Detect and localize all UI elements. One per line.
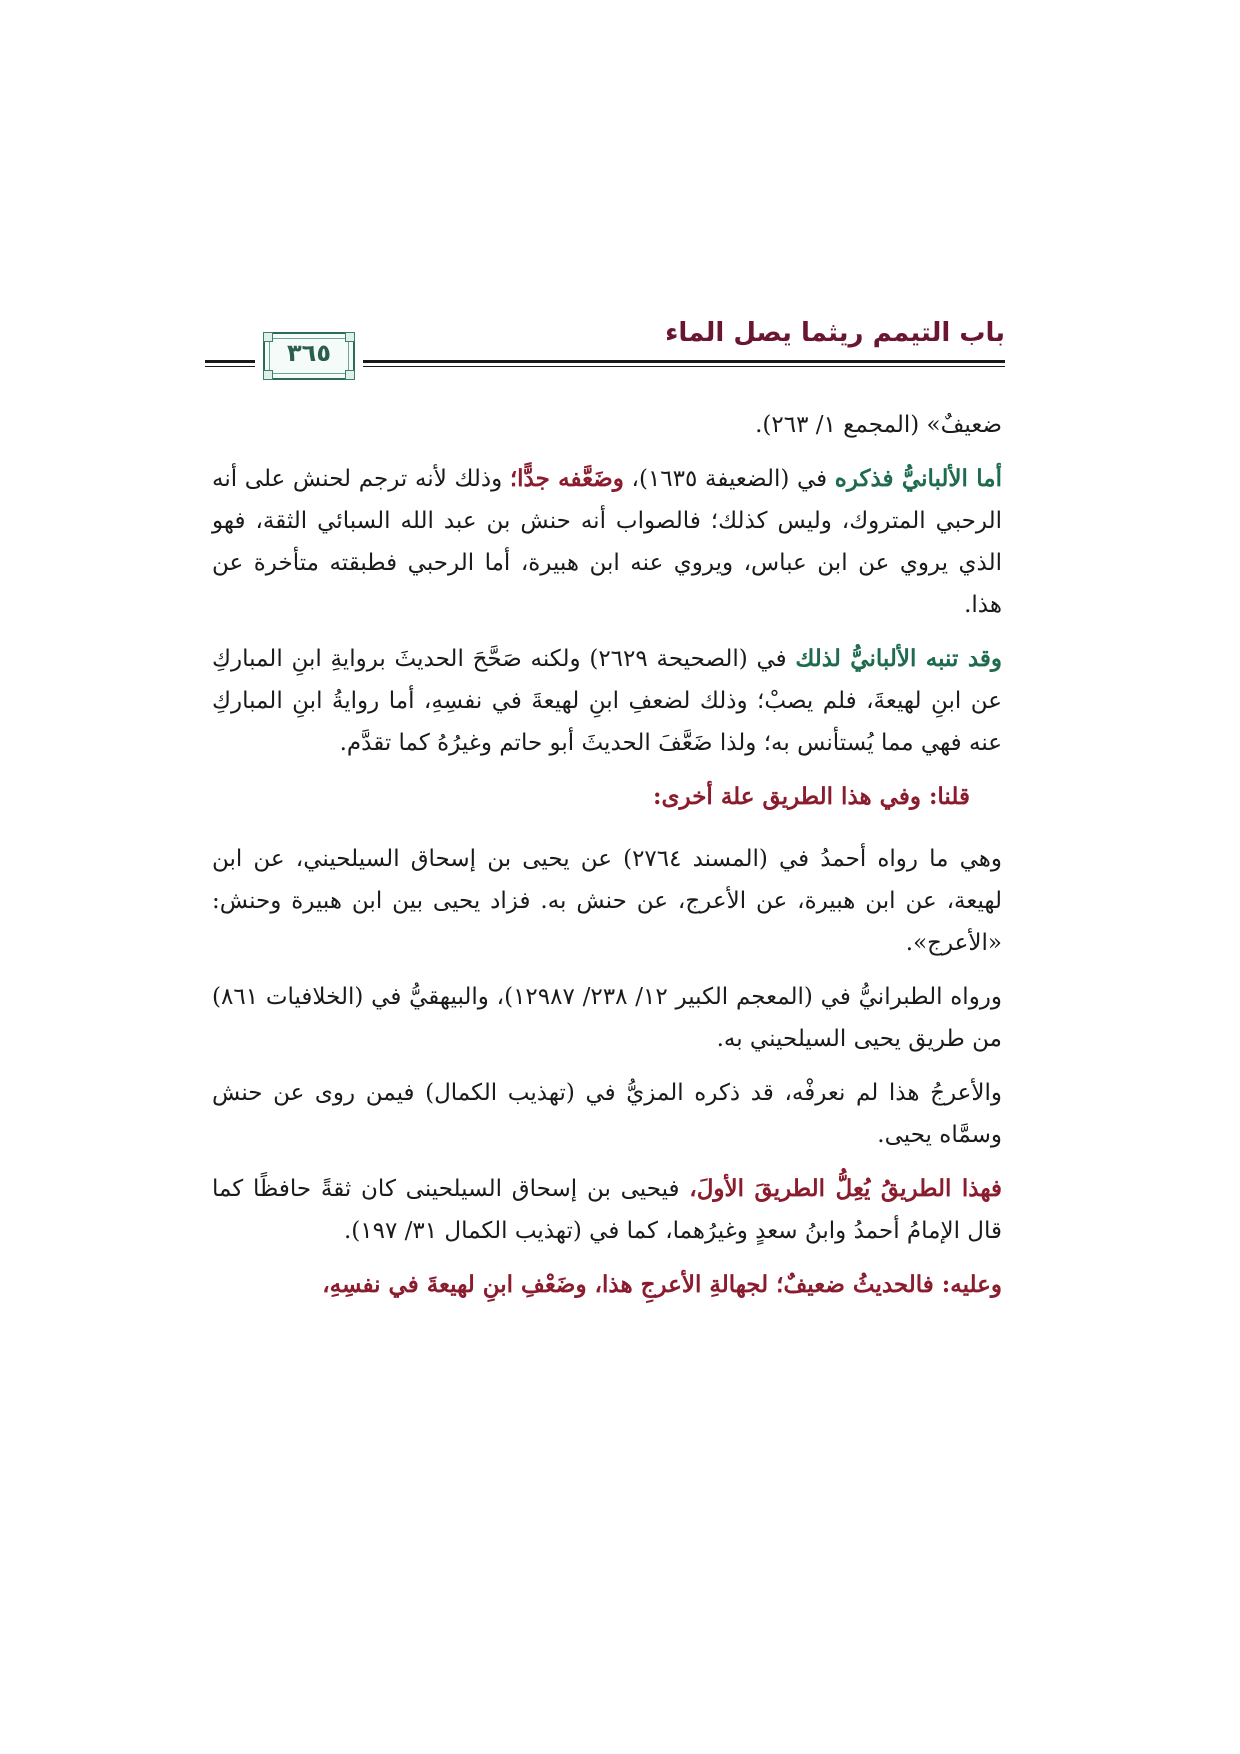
section-heading-lead: قلنا: [928,783,970,810]
page-number-badge [263,332,355,380]
paragraph-2-text-cont: وذلك لأنه ترجم لحنش على أنه الرحبي المتروك، وليس كذلك؛ فالصواب أنه حنش بن عبد الله السبائي الثقة، فهو الذي يروي عن ابن عباس، ويروي عنه ابن هبيرة، أما الرحبي فطبقته متأخرة عن هذا. [212,466,1002,618]
paragraph-2-text: في (الضعيفة ١٦٣٥)، [623,466,835,492]
paragraph-1 [212,404,1002,446]
paragraph-6-text: والأعرجُ هذا لم نعرفْه، قد ذكره المزيُّ في (تهذيب الكمال) فيمن روى عن حنش وسمَّاه يحيى. [212,1080,1002,1148]
section-heading-text: وفي هذا الطريق علة أخرى: [653,783,929,810]
paragraph-4 [212,838,1002,964]
paragraph-5 [212,976,1002,1060]
paragraph-5-text: ورواه الطبرانيُّ في (المعجم الكبير ١٢/ ٢٣٨/ ١٢٩٨٧)، والبيهقيُّ في (الخلافيات ٨٦١) من طريق يحيى السيلحيني به. [212,984,1003,1052]
paragraph-2-highlight-red: وضَعَّفه جدًّا؛ [509,465,624,492]
paragraph-3-text: في (الصحيحة ٢٦٢٩) ولكنه صَحَّحَ الحديثَ بروايةِ ابنِ المباركِ عن ابنِ لهيعةَ، فلم يصبْ؛ وذلك لضعفِ ابنِ لهيعةَ في نفسِهِ، أما روايةُ ابنِ المباركِ عنه فهي مما يُستأنس به؛ ولذا ضَعَّفَ الحديثَ أبو حاتم وغيرُهُ كما تقدَّم. [212,646,1002,756]
paragraph-7-text: فيحيى بن إسحاق السيلحينى كان ثقةً حافظًا كما قال الإمامُ أحمدُ وابنُ سعدٍ وغيرُهما، كما في (تهذيب الكمال ٣١/ ١٩٧). [212,1176,1002,1244]
paragraph-1-text: ضعيفٌ» (المجمع ١/ ٢٦٣). [755,412,1002,438]
paragraph-8-highlight: وعليه: فالحديثُ ضعيفٌ؛ لجهالةِ الأعرجِ هذا، وضَعْفِ ابنِ لهيعةَ في نفسِهِ، [322,1271,1002,1298]
paragraph-3 [212,638,1002,764]
main-text [212,404,1002,1318]
paragraph-3-highlight: وقد تنبه الألبانيُّ لذلك [795,645,1002,672]
chapter-title: باب التيمم ريثما يصل الماء [665,318,1005,348]
paragraph-2-highlight: أما الألبانيُّ فذكره [834,465,1002,492]
paragraph-8 [212,1264,1002,1306]
header-rule-left-thick [205,360,255,363]
badge-corner-ornament-icon [263,370,273,380]
paragraph-7 [212,1168,1002,1252]
paragraph-6 [212,1072,1002,1156]
header-rule-right-thick [363,360,1005,363]
badge-corner-ornament-icon [345,370,355,380]
section-heading [212,776,1002,818]
page-header [205,318,1005,388]
page-number: ٣٦٥ [287,339,331,367]
paragraph-7-highlight: فهذا الطريقُ يُعِلُّ الطريقَ الأولَ، [689,1175,1002,1202]
header-rule-right-thin [363,366,1005,367]
header-rule-left-thin [205,366,255,367]
paragraph-4-text: وهي ما رواه أحمدُ في (المسند ٢٧٦٤) عن يحيى بن إسحاق السيلحيني، عن ابن لهيعة، عن ابن هبيرة، عن الأعرج، عن حنش به. فزاد يحيى بين ابن هبيرة وحنش: «الأعرج». [212,846,1002,956]
paragraph-2 [212,458,1002,626]
